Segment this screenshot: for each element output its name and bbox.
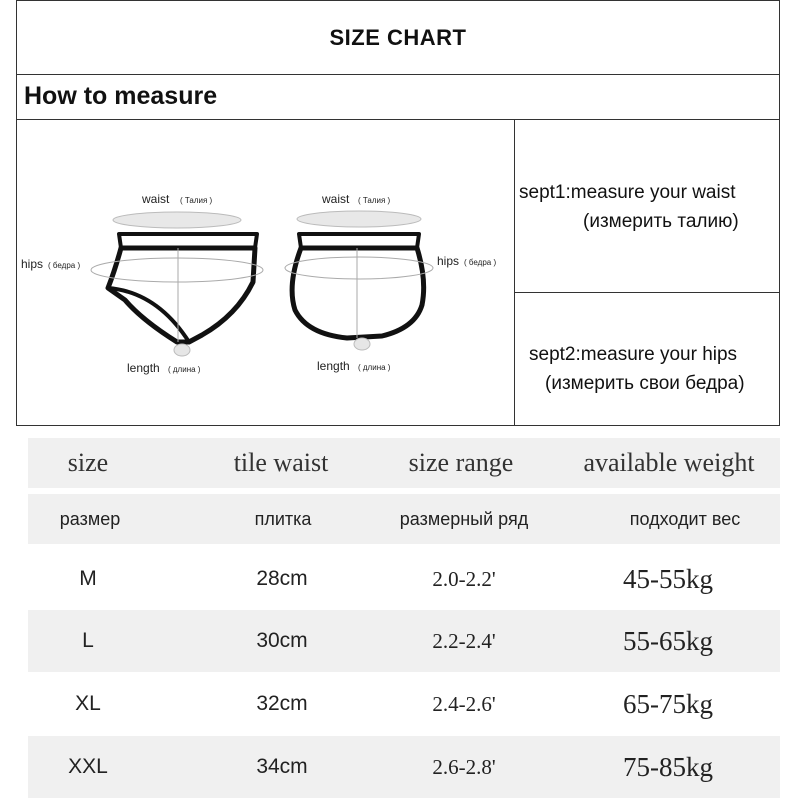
row-waist: 34cm <box>256 755 308 778</box>
right-briefs-illustration <box>285 211 433 350</box>
right-hips-ru-label: ( бедра ) <box>464 258 497 267</box>
row-range: 2.0-2.2' <box>432 566 496 591</box>
page-title: SIZE CHART <box>17 1 779 75</box>
right-waist-label: waist <box>322 192 350 206</box>
table-header-ru <box>28 494 780 544</box>
row-size: M <box>79 567 97 590</box>
row-weight: 45-55kg <box>623 563 713 594</box>
left-hips-label: hips <box>21 257 44 271</box>
row-range: 2.2-2.4' <box>432 628 496 653</box>
row-waist: 32cm <box>256 692 308 715</box>
left-briefs-illustration <box>91 212 263 356</box>
row-size: XXL <box>68 755 108 778</box>
step-waist <box>515 120 779 293</box>
table-row <box>28 550 780 608</box>
right-length-label: length <box>317 359 350 373</box>
row-waist: 30cm <box>256 629 308 652</box>
left-length-label: length <box>127 361 160 375</box>
left-hips-ru-label: ( бедра ) <box>48 261 81 270</box>
step-waist-text: sept1:measure your waist <box>519 182 736 203</box>
row-weight: 55-65kg <box>623 625 713 656</box>
briefs-diagram-svg <box>17 120 514 425</box>
right-hips-label: hips <box>437 254 460 268</box>
right-waist-ru-label: ( Талия ) <box>358 196 391 205</box>
step-waist-ru-text: (измерить талию) <box>583 211 739 232</box>
header-tile-waist-ru: плитка <box>254 508 312 529</box>
row-range: 2.4-2.6' <box>432 691 496 716</box>
row-weight: 75-85kg <box>623 751 713 782</box>
step-hips <box>515 293 779 425</box>
row-size: XL <box>75 692 101 715</box>
table-row <box>28 610 780 672</box>
size-chart-frame <box>16 0 780 426</box>
step-hips-ru-text: (измерить свои бедра) <box>545 373 745 394</box>
measurement-steps <box>514 120 779 425</box>
row-size: L <box>82 629 94 652</box>
header-size: size <box>67 448 109 477</box>
row-range: 2.6-2.8' <box>432 754 496 779</box>
row-weight: 65-75kg <box>623 688 713 719</box>
measurement-diagram <box>17 120 514 425</box>
left-length-ru-label: ( длина ) <box>168 365 201 374</box>
table-row <box>28 736 780 798</box>
header-tile-waist: tile waist <box>233 448 329 477</box>
right-length-ru-label: ( длина ) <box>358 363 391 372</box>
table-row <box>28 674 780 734</box>
row-waist: 28cm <box>256 567 308 590</box>
header-available-weight-ru: подходит вес <box>629 508 741 529</box>
header-size-range: size range <box>408 448 514 477</box>
header-size-range-ru: размерный ряд <box>399 508 529 529</box>
left-waist-ru-label: ( Талия ) <box>180 196 213 205</box>
how-to-measure-heading: How to measure <box>17 74 779 120</box>
left-waist-label: waist <box>142 192 170 206</box>
header-available-weight: available weight <box>583 448 755 477</box>
table-header-en <box>28 438 780 488</box>
header-size-ru: размер <box>59 508 121 529</box>
step-hips-text: sept2:measure your hips <box>529 344 738 365</box>
